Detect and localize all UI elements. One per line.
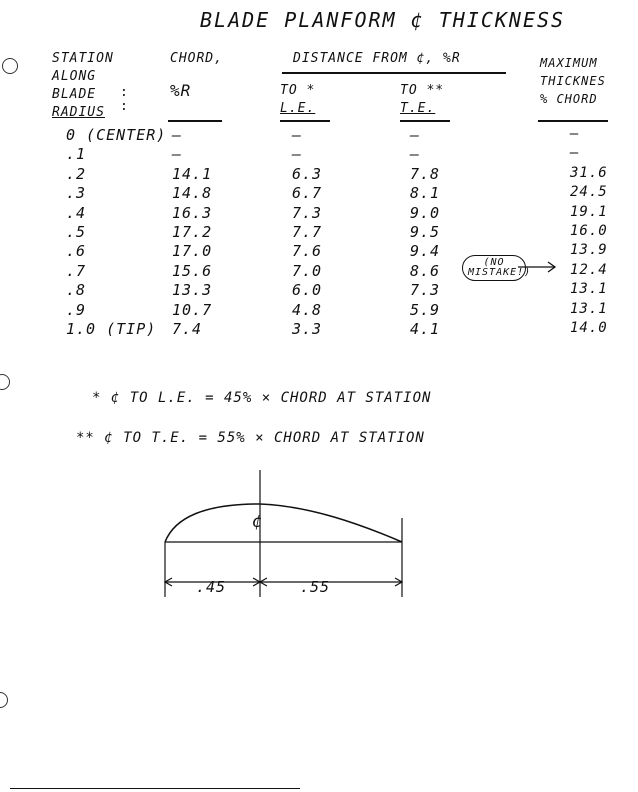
header-to-le — [280, 82, 315, 118]
table-cell-thick: 13.1 — [570, 300, 608, 317]
header-station-line: RADIUS — [52, 105, 105, 120]
table-cell-le: 7.3 — [292, 203, 323, 222]
header-thickness-line: % CHORD — [540, 92, 598, 106]
table-cell-station: .1 — [66, 145, 87, 164]
table-cell-le: 6.7 — [292, 184, 323, 203]
table-cell-thick: 13.1 — [570, 281, 608, 298]
table-cell-le: — — [292, 126, 303, 144]
header-station-line: STATION — [52, 51, 114, 66]
header-to-le-line: L.E. — [280, 101, 316, 116]
le-fraction-label: .45 — [196, 578, 227, 596]
page-bottom-line — [10, 788, 300, 789]
header-to-te-line: TO ** — [400, 83, 445, 98]
table-cell-station: .2 — [66, 164, 87, 183]
table-cell-thick: 13.9 — [570, 242, 608, 259]
table-cell-te: 9.0 — [410, 203, 441, 222]
header-colons: : : — [120, 85, 128, 114]
table-cell-thick: 19.1 — [570, 203, 608, 220]
table-cell-chord: 14.8 — [172, 184, 213, 203]
side-note-text: (NO MISTAKE!) — [468, 257, 532, 278]
table-cell-le: 7.6 — [292, 242, 323, 261]
header-to-te-line: T.E. — [400, 101, 436, 116]
rule-chord — [168, 120, 222, 122]
table-cell-chord: 7.4 — [172, 320, 203, 338]
table-cell-chord: 14.1 — [172, 164, 213, 183]
table-cell-chord: 17.0 — [172, 242, 213, 261]
header-thickness-line: THICKNES — [540, 74, 606, 88]
table-cell-te: 5.9 — [410, 300, 441, 319]
table-cell-le: 7.0 — [292, 261, 323, 280]
header-thickness — [540, 54, 606, 108]
table-cell-chord: — — [172, 126, 183, 144]
footnote-te: ** ¢ TO T.E. = 55% × CHORD AT STATION — [76, 430, 425, 446]
table-cell-te: — — [410, 126, 421, 144]
rule-te — [400, 120, 450, 122]
header-distance-underline — [282, 72, 506, 74]
table-cell-station: .5 — [66, 223, 87, 241]
table-cell-chord: 16.3 — [172, 203, 213, 222]
table-cell-thick: 14.0 — [570, 320, 608, 336]
table-cell-te: 7.3 — [410, 281, 441, 300]
table-cell-chord: 15.6 — [172, 261, 213, 280]
footnote-le: * ¢ TO L.E. = 45% × CHORD AT STATION — [92, 390, 432, 406]
table-cell-station: 0 (CENTER) — [66, 126, 167, 144]
table-cell-station: 1.0 (TIP) — [66, 320, 157, 338]
table-cell-le: 3.3 — [292, 320, 323, 338]
header-distance: DISTANCE FROM ¢, %R — [293, 51, 461, 66]
table-cell-te: 9.4 — [410, 242, 441, 261]
table-cell-station: .3 — [66, 184, 87, 203]
table-cell-te: — — [410, 145, 421, 164]
table-cell-te: 9.5 — [410, 223, 441, 241]
header-chord-line: %R — [170, 81, 192, 100]
table-cell-le: 4.8 — [292, 300, 323, 319]
table-cell-thick: 16.0 — [570, 223, 608, 239]
table-cell-te: 8.6 — [410, 261, 441, 280]
binder-hole-bottom — [0, 692, 8, 708]
table-cell-chord: 17.2 — [172, 223, 213, 241]
table-cell-chord: 10.7 — [172, 300, 213, 319]
table-cell-le: 7.7 — [292, 223, 323, 241]
rule-thickness — [538, 120, 608, 122]
table-cell-te: 4.1 — [410, 320, 441, 338]
rule-le — [280, 120, 330, 122]
table-cell-station: .8 — [66, 281, 87, 300]
table-cell-thick: 31.6 — [570, 164, 608, 181]
table-cell-thick: — — [570, 145, 580, 162]
side-note-arrow — [518, 260, 558, 274]
table-cell-station: .9 — [66, 300, 87, 319]
airfoil-profile — [165, 504, 402, 542]
table-cell-station: .7 — [66, 261, 87, 280]
binder-hole-middle — [0, 374, 10, 390]
table-cell-chord: 13.3 — [172, 281, 213, 300]
centerline-label: ¢ — [252, 512, 264, 532]
table-cell-te: 8.1 — [410, 184, 441, 203]
header-station — [52, 50, 114, 122]
table-cell-le: 6.3 — [292, 164, 323, 183]
te-fraction-label: .55 — [300, 578, 331, 596]
header-chord-line: CHORD, — [170, 51, 223, 66]
table-cell-thick: 12.4 — [570, 261, 608, 278]
header-to-te — [400, 82, 444, 118]
table-cell-chord: — — [172, 145, 183, 164]
binder-hole-top — [2, 58, 18, 74]
side-note — [462, 255, 532, 281]
table-cell-thick: — — [570, 126, 580, 142]
airfoil-diagram — [150, 462, 420, 612]
table-cell-le: 6.0 — [292, 281, 323, 300]
table-cell-station: .4 — [66, 203, 87, 222]
table-cell-thick: 24.5 — [570, 184, 608, 201]
table-cell-station: .6 — [66, 242, 87, 261]
header-chord — [170, 50, 223, 100]
header-station-line: BLADE — [52, 87, 97, 102]
table-cell-te: 7.8 — [410, 164, 441, 183]
header-to-le-line: TO * — [280, 83, 316, 98]
header-thickness-line: MAXIMUM — [540, 56, 598, 70]
header-station-line: ALONG — [52, 69, 97, 84]
table-cell-le: — — [292, 145, 303, 164]
page-title: BLADE PLANFORM ¢ THICKNESS — [200, 8, 566, 32]
